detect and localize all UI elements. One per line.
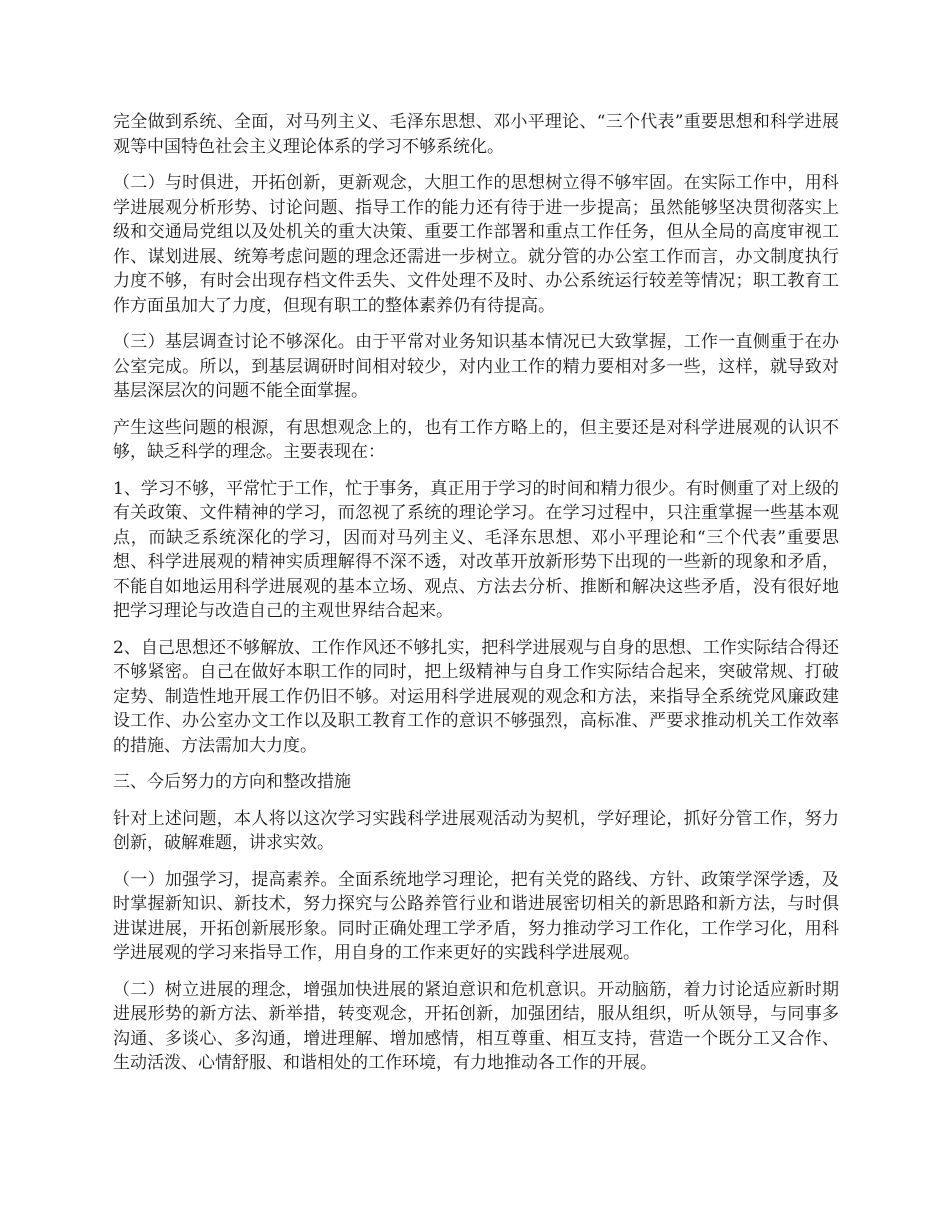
paragraph-measure-one: （一）加强学习，提高素养。全面系统地学习理论，把有关党的路线、方针、政策学深学透，及时掌握新知识、新技术，努力探究与公路养管行业和谐进展密切相关的新思路和新方法，与时俱进谋进展，开拓创新展形象。同时正确处理工学矛盾，努力推动学习工作化，工作学习化，用科学进展观的学习来指导工作，用自身的工作来更好的实践科学进展观。 (113, 869, 839, 963)
paragraph-root-cause: 产生这些问题的根源，有思想观念上的，也有工作方略上的，但主要还是对科学进展观的认识不够，缺乏科学的理念。主要表现在： (113, 417, 839, 462)
section-heading-3: 三、今后努力的方向和整改措施 (113, 772, 351, 792)
paragraph-point-three: （三）基层调查讨论不够深化。由于平常对业务知识基本情况已大致掌握，工作一直侧重于在办公室完成。所以，到基层调研时间相对较少，对内业工作的精力要相对多一些，这样，就导致对基层深层次的问题不能全面掌握。 (113, 332, 839, 401)
document-body (113, 110, 839, 1088)
paragraph-item-2: 2、自己思想还不够解放、工作作风还不够扎实，把科学进展观与自身的思想、工作实际结合得还不够紧密。自己在做好本职工作的同时，把上级精神与自身工作实际结合起来，突破常规、打破定势、制造性地开展工作仍旧不够。对运用科学进展观的观念和方法，来指导全系统党风廉政建设工作、办公室办文工作以及职工教育工作的意识不够强烈，高标准、严要求推动机关工作效率的措施、方法需加大力度。 (113, 637, 839, 756)
paragraph-intro-continuation: 完全做到系统、全面，对马列主义、毛泽东思想、邓小平理论、“三个代表”重要思想和科学进展观等中国特色社会主义理论体系的学习不够系统化。 (113, 112, 839, 157)
paragraph-point-two: （二）与时俱进，开拓创新，更新观念，大胆工作的思想树立得不够牢固。在实际工作中，用科学进展观分析形势、讨论问题、指导工作的能力还有待于进一步提高；虽然能够坚决贯彻落实上级和交通局党组以及处机关的重大决策、重要工作部署和重点工作任务，但从全局的高度审视工作、谋划进展、统筹考虑问题的理念还需进一步树立。就分管的办公室工作而言，办文制度执行力度不够，有时会出现存档文件丢失、文件处理不及时、办公系统运行较差等情况；职工教育工作方面虽加大了力度，但现有职工的整体素养仍有待提高。 (113, 173, 839, 316)
paragraph-section-intro: 针对上述问题，本人将以这次学习实践科学进展观活动为契机，学好理论，抓好分管工作，努力创新，破解难题，讲求实效。 (113, 808, 839, 853)
paragraph-item-1: 1、学习不够，平常忙于工作，忙于事务，真正用于学习的时间和精力很少。有时侧重了对上级的有关政策、文件精神的学习，而忽视了系统的理论学习。在学习过程中，只注重掌握一些基本观点，而缺乏系统深化的学习，因而对马列主义、毛泽东思想、邓小平理论和“三个代表”重要思想、科学进展观的精神实质理解得不深不透，对改革开放新形势下出现的一些新的现象和矛盾，不能自如地运用科学进展观的基本立场、观点、方法去分析、推断和解决这些矛盾，没有很好地把学习理论与改造自己的主观世界结合起来。 (113, 478, 839, 621)
paragraph-measure-two: （二）树立进展的理念，增强加快进展的紧迫意识和危机意识。开动脑筋，着力讨论适应新时期进展形势的新方法、新举措，转变观念，开拓创新，加强团结，服从组织，听从领导，与同事多沟通、多谈心、多沟通，增进理解、增加感情，相互尊重、相互支持，营造一个既分工又合作、生动活泼、心情舒服、和谐相处的工作环境，有力地推动各工作的开展。 (113, 979, 839, 1073)
